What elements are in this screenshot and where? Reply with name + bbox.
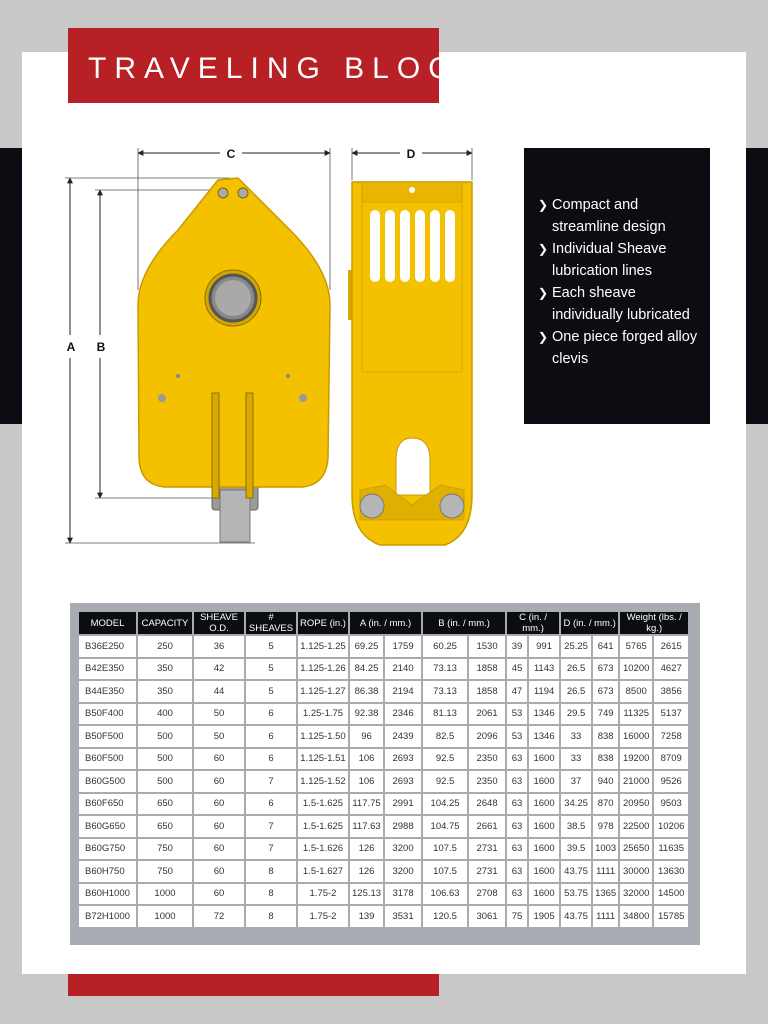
table-cell: 7258 (654, 726, 688, 747)
table-cell: 104.75 (423, 816, 467, 837)
table-cell: 1.125-1.52 (298, 771, 348, 792)
table-cell: 120.5 (423, 906, 467, 927)
table-cell: 1111 (593, 906, 618, 927)
table-cell: 749 (593, 704, 618, 725)
table-cell: 69.25 (350, 636, 383, 657)
table-cell: 3061 (469, 906, 505, 927)
table-header-row (79, 612, 688, 634)
table-cell: 8709 (654, 749, 688, 770)
table-cell: 26.5 (561, 681, 591, 702)
chevron-right-icon: ❯ (538, 330, 549, 344)
table-cell: 43.75 (561, 861, 591, 882)
feature-item (538, 282, 700, 326)
table-cell: 44 (194, 681, 244, 702)
table-cell: 1365 (593, 884, 618, 905)
model-cell: B50F400 (79, 704, 136, 725)
table-cell: 1.5-1.626 (298, 839, 348, 860)
table-cell: 73.13 (423, 659, 467, 680)
table-cell: 1600 (529, 794, 559, 815)
table-cell: 1600 (529, 884, 559, 905)
table-row (79, 861, 688, 882)
table-cell: 2140 (385, 659, 421, 680)
table-cell: 32000 (620, 884, 652, 905)
table-cell: 8 (246, 861, 296, 882)
table-row (79, 681, 688, 702)
table-cell: 9503 (654, 794, 688, 815)
table-row (79, 704, 688, 725)
table-cell: 11325 (620, 704, 652, 725)
col-header-model: MODEL (79, 612, 136, 634)
front-view (138, 178, 330, 542)
table-cell: 107.5 (423, 839, 467, 860)
table-cell: 96 (350, 726, 383, 747)
table-cell: 3200 (385, 861, 421, 882)
table-cell: 1.5-1.627 (298, 861, 348, 882)
table-cell: 7 (246, 839, 296, 860)
table-row (79, 816, 688, 837)
table-cell: 641 (593, 636, 618, 657)
table-row (79, 884, 688, 905)
table-cell: 53 (507, 726, 527, 747)
table-cell: 1858 (469, 659, 505, 680)
feature-text: One piece forged alloy clevis (552, 329, 698, 367)
table-cell: 3531 (385, 906, 421, 927)
table-cell: 1.125-1.51 (298, 749, 348, 770)
table-cell: 2350 (469, 749, 505, 770)
features-panel (524, 148, 710, 424)
table-cell: 43.75 (561, 906, 591, 927)
feature-item (538, 326, 700, 370)
table-cell: 63 (507, 794, 527, 815)
table-cell: 53 (507, 704, 527, 725)
table-cell: 15785 (654, 906, 688, 927)
traveling-block-diagram (40, 140, 500, 550)
label-b: B (96, 340, 106, 354)
table-cell: 33 (561, 749, 591, 770)
table-cell: 29.5 (561, 704, 591, 725)
table-cell: 9526 (654, 771, 688, 792)
table-cell: 2731 (469, 861, 505, 882)
col-header-weight: Weight (lbs. / kg.) (620, 612, 688, 634)
table-cell: 1194 (529, 681, 559, 702)
table-cell: 30000 (620, 861, 652, 882)
table-cell: 1.125-1.25 (298, 636, 348, 657)
table-cell: 650 (138, 816, 192, 837)
table-cell: 5765 (620, 636, 652, 657)
model-cell: B36E250 (79, 636, 136, 657)
feature-item (538, 238, 700, 282)
table-cell: 125.13 (350, 884, 383, 905)
table-cell: 2988 (385, 816, 421, 837)
table-cell: 2346 (385, 704, 421, 725)
table-cell: 72 (194, 906, 244, 927)
table-cell: 1858 (469, 681, 505, 702)
chevron-right-icon: ❯ (538, 198, 549, 212)
table-cell: 1111 (593, 861, 618, 882)
table-cell: 2731 (469, 839, 505, 860)
table-cell: 50 (194, 726, 244, 747)
table-row (79, 636, 688, 657)
table-cell: 2708 (469, 884, 505, 905)
table-cell: 1.125-1.26 (298, 659, 348, 680)
table-cell: 13630 (654, 861, 688, 882)
table-cell: 2615 (654, 636, 688, 657)
label-d: D (406, 147, 416, 161)
table-cell: 1003 (593, 839, 618, 860)
table-cell: 1000 (138, 884, 192, 905)
table-cell: 117.75 (350, 794, 383, 815)
table-cell: 1600 (529, 839, 559, 860)
table-cell: 1.25-1.75 (298, 704, 348, 725)
table-cell: 81.13 (423, 704, 467, 725)
table-cell: 11635 (654, 839, 688, 860)
table-cell: 870 (593, 794, 618, 815)
table-row (79, 839, 688, 860)
right-dark-band (746, 148, 768, 424)
table-cell: 1530 (469, 636, 505, 657)
table-cell: 19200 (620, 749, 652, 770)
model-cell: B60H750 (79, 861, 136, 882)
table-row (79, 794, 688, 815)
table-cell: 2661 (469, 816, 505, 837)
table-cell: 117.63 (350, 816, 383, 837)
table-cell: 940 (593, 771, 618, 792)
chevron-right-icon: ❯ (538, 242, 549, 256)
table-row (79, 749, 688, 770)
table-cell: 1905 (529, 906, 559, 927)
table-cell: 5 (246, 681, 296, 702)
table-row (79, 726, 688, 747)
col-header-d: D (in. / mm.) (561, 612, 618, 634)
table-cell: 3200 (385, 839, 421, 860)
table-cell: 8 (246, 884, 296, 905)
model-cell: B60G650 (79, 816, 136, 837)
table-cell: 8 (246, 906, 296, 927)
table-cell: 2693 (385, 771, 421, 792)
table-cell: 1143 (529, 659, 559, 680)
table-cell: 10200 (620, 659, 652, 680)
bottom-accent-bar (68, 974, 439, 996)
table-cell: 104.25 (423, 794, 467, 815)
table-cell: 2194 (385, 681, 421, 702)
table-cell: 75 (507, 906, 527, 927)
feature-item (538, 194, 700, 238)
table-cell: 1600 (529, 749, 559, 770)
specs-table-body (79, 636, 688, 927)
model-cell: B60H1000 (79, 884, 136, 905)
features-list (524, 148, 710, 370)
table-row (79, 659, 688, 680)
table-cell: 38.5 (561, 816, 591, 837)
table-cell: 5 (246, 659, 296, 680)
table-cell: 650 (138, 794, 192, 815)
table-cell: 7 (246, 816, 296, 837)
specs-table-panel (70, 603, 700, 945)
col-header-rope: ROPE (in.) (298, 612, 348, 634)
table-cell: 39 (507, 636, 527, 657)
table-cell: 106 (350, 771, 383, 792)
table-cell: 750 (138, 861, 192, 882)
table-cell: 16000 (620, 726, 652, 747)
table-cell: 26.5 (561, 659, 591, 680)
table-cell: 1.5-1.625 (298, 794, 348, 815)
table-cell: 86.38 (350, 681, 383, 702)
table-cell: 2648 (469, 794, 505, 815)
table-cell: 25.25 (561, 636, 591, 657)
table-cell: 1.75-2 (298, 906, 348, 927)
table-cell: 60 (194, 816, 244, 837)
table-cell: 39.5 (561, 839, 591, 860)
page-title: TRAVELING BLOCK (88, 52, 486, 85)
table-cell: 106.63 (423, 884, 467, 905)
table-cell: 47 (507, 681, 527, 702)
feature-text: Individual Sheave lubrication lines (552, 241, 667, 279)
table-cell: 2061 (469, 704, 505, 725)
col-header-c: C (in. / mm.) (507, 612, 559, 634)
table-cell: 1600 (529, 816, 559, 837)
table-cell: 838 (593, 749, 618, 770)
table-cell: 978 (593, 816, 618, 837)
table-cell: 60 (194, 839, 244, 860)
col-header-capacity: CAPACITY (138, 612, 192, 634)
table-cell: 1759 (385, 636, 421, 657)
table-cell: 60 (194, 861, 244, 882)
table-cell: 673 (593, 659, 618, 680)
table-cell: 37 (561, 771, 591, 792)
table-cell: 10206 (654, 816, 688, 837)
table-cell: 2350 (469, 771, 505, 792)
table-cell: 250 (138, 636, 192, 657)
table-cell: 82.5 (423, 726, 467, 747)
label-a: A (66, 340, 76, 354)
table-cell: 92.5 (423, 771, 467, 792)
table-cell: 92.38 (350, 704, 383, 725)
table-cell: 92.5 (423, 749, 467, 770)
table-cell: 22500 (620, 816, 652, 837)
table-cell: 1346 (529, 726, 559, 747)
model-cell: B60F500 (79, 749, 136, 770)
table-cell: 139 (350, 906, 383, 927)
table-cell: 60 (194, 749, 244, 770)
table-cell: 3856 (654, 681, 688, 702)
table-cell: 4627 (654, 659, 688, 680)
table-cell: 1000 (138, 906, 192, 927)
label-c: C (226, 147, 236, 161)
table-cell: 50 (194, 704, 244, 725)
table-cell: 42 (194, 659, 244, 680)
table-cell: 36 (194, 636, 244, 657)
table-cell: 63 (507, 771, 527, 792)
table-cell: 2991 (385, 794, 421, 815)
table-cell: 60 (194, 771, 244, 792)
table-cell: 126 (350, 861, 383, 882)
model-cell: B60F650 (79, 794, 136, 815)
table-cell: 2439 (385, 726, 421, 747)
table-cell: 63 (507, 816, 527, 837)
model-cell: B72H1000 (79, 906, 136, 927)
table-cell: 21000 (620, 771, 652, 792)
table-cell: 84.25 (350, 659, 383, 680)
table-cell: 1.5-1.625 (298, 816, 348, 837)
table-cell: 991 (529, 636, 559, 657)
table-cell: 60.25 (423, 636, 467, 657)
table-cell: 107.5 (423, 861, 467, 882)
table-cell: 1346 (529, 704, 559, 725)
table-cell: 500 (138, 726, 192, 747)
table-cell: 14500 (654, 884, 688, 905)
col-header-a: A (in. / mm.) (350, 612, 421, 634)
table-cell: 750 (138, 839, 192, 860)
table-cell: 1.75-2 (298, 884, 348, 905)
table-cell: 73.13 (423, 681, 467, 702)
table-cell: 126 (350, 839, 383, 860)
table-cell: 60 (194, 884, 244, 905)
table-cell: 500 (138, 749, 192, 770)
table-cell: 34.25 (561, 794, 591, 815)
table-cell: 3178 (385, 884, 421, 905)
table-cell: 6 (246, 794, 296, 815)
table-cell: 33 (561, 726, 591, 747)
table-cell: 6 (246, 749, 296, 770)
table-cell: 2693 (385, 749, 421, 770)
table-cell: 53.75 (561, 884, 591, 905)
chevron-right-icon: ❯ (538, 286, 549, 300)
table-cell: 2096 (469, 726, 505, 747)
model-cell: B44E350 (79, 681, 136, 702)
table-cell: 63 (507, 884, 527, 905)
table-cell: 838 (593, 726, 618, 747)
model-cell: B60G500 (79, 771, 136, 792)
col-header-sheaves: # SHEAVES (246, 612, 296, 634)
model-cell: B50F500 (79, 726, 136, 747)
table-cell: 8500 (620, 681, 652, 702)
table-cell: 1.125-1.50 (298, 726, 348, 747)
table-cell: 63 (507, 839, 527, 860)
table-cell: 25650 (620, 839, 652, 860)
table-row (79, 906, 688, 927)
side-view (348, 182, 472, 545)
specs-table (77, 610, 690, 929)
feature-text: Each sheave individually lubricated (552, 285, 690, 323)
left-dark-band (0, 148, 22, 424)
table-cell: 500 (138, 771, 192, 792)
table-row (79, 771, 688, 792)
table-cell: 400 (138, 704, 192, 725)
model-cell: B60G750 (79, 839, 136, 860)
dimension-d (352, 147, 472, 180)
table-cell: 5 (246, 636, 296, 657)
table-cell: 350 (138, 659, 192, 680)
table-cell: 350 (138, 681, 192, 702)
table-cell: 106 (350, 749, 383, 770)
table-cell: 7 (246, 771, 296, 792)
table-cell: 45 (507, 659, 527, 680)
table-cell: 63 (507, 749, 527, 770)
table-cell: 1600 (529, 861, 559, 882)
table-cell: 60 (194, 794, 244, 815)
table-cell: 34800 (620, 906, 652, 927)
col-header-sheave-od: SHEAVE O.D. (194, 612, 244, 634)
table-cell: 673 (593, 681, 618, 702)
feature-text: Compact and streamline design (552, 197, 666, 235)
table-cell: 5137 (654, 704, 688, 725)
table-cell: 1600 (529, 771, 559, 792)
table-cell: 6 (246, 726, 296, 747)
table-cell: 63 (507, 861, 527, 882)
table-cell: 20950 (620, 794, 652, 815)
model-cell: B42E350 (79, 659, 136, 680)
col-header-b: B (in. / mm.) (423, 612, 505, 634)
table-cell: 1.125-1.27 (298, 681, 348, 702)
table-cell: 6 (246, 704, 296, 725)
